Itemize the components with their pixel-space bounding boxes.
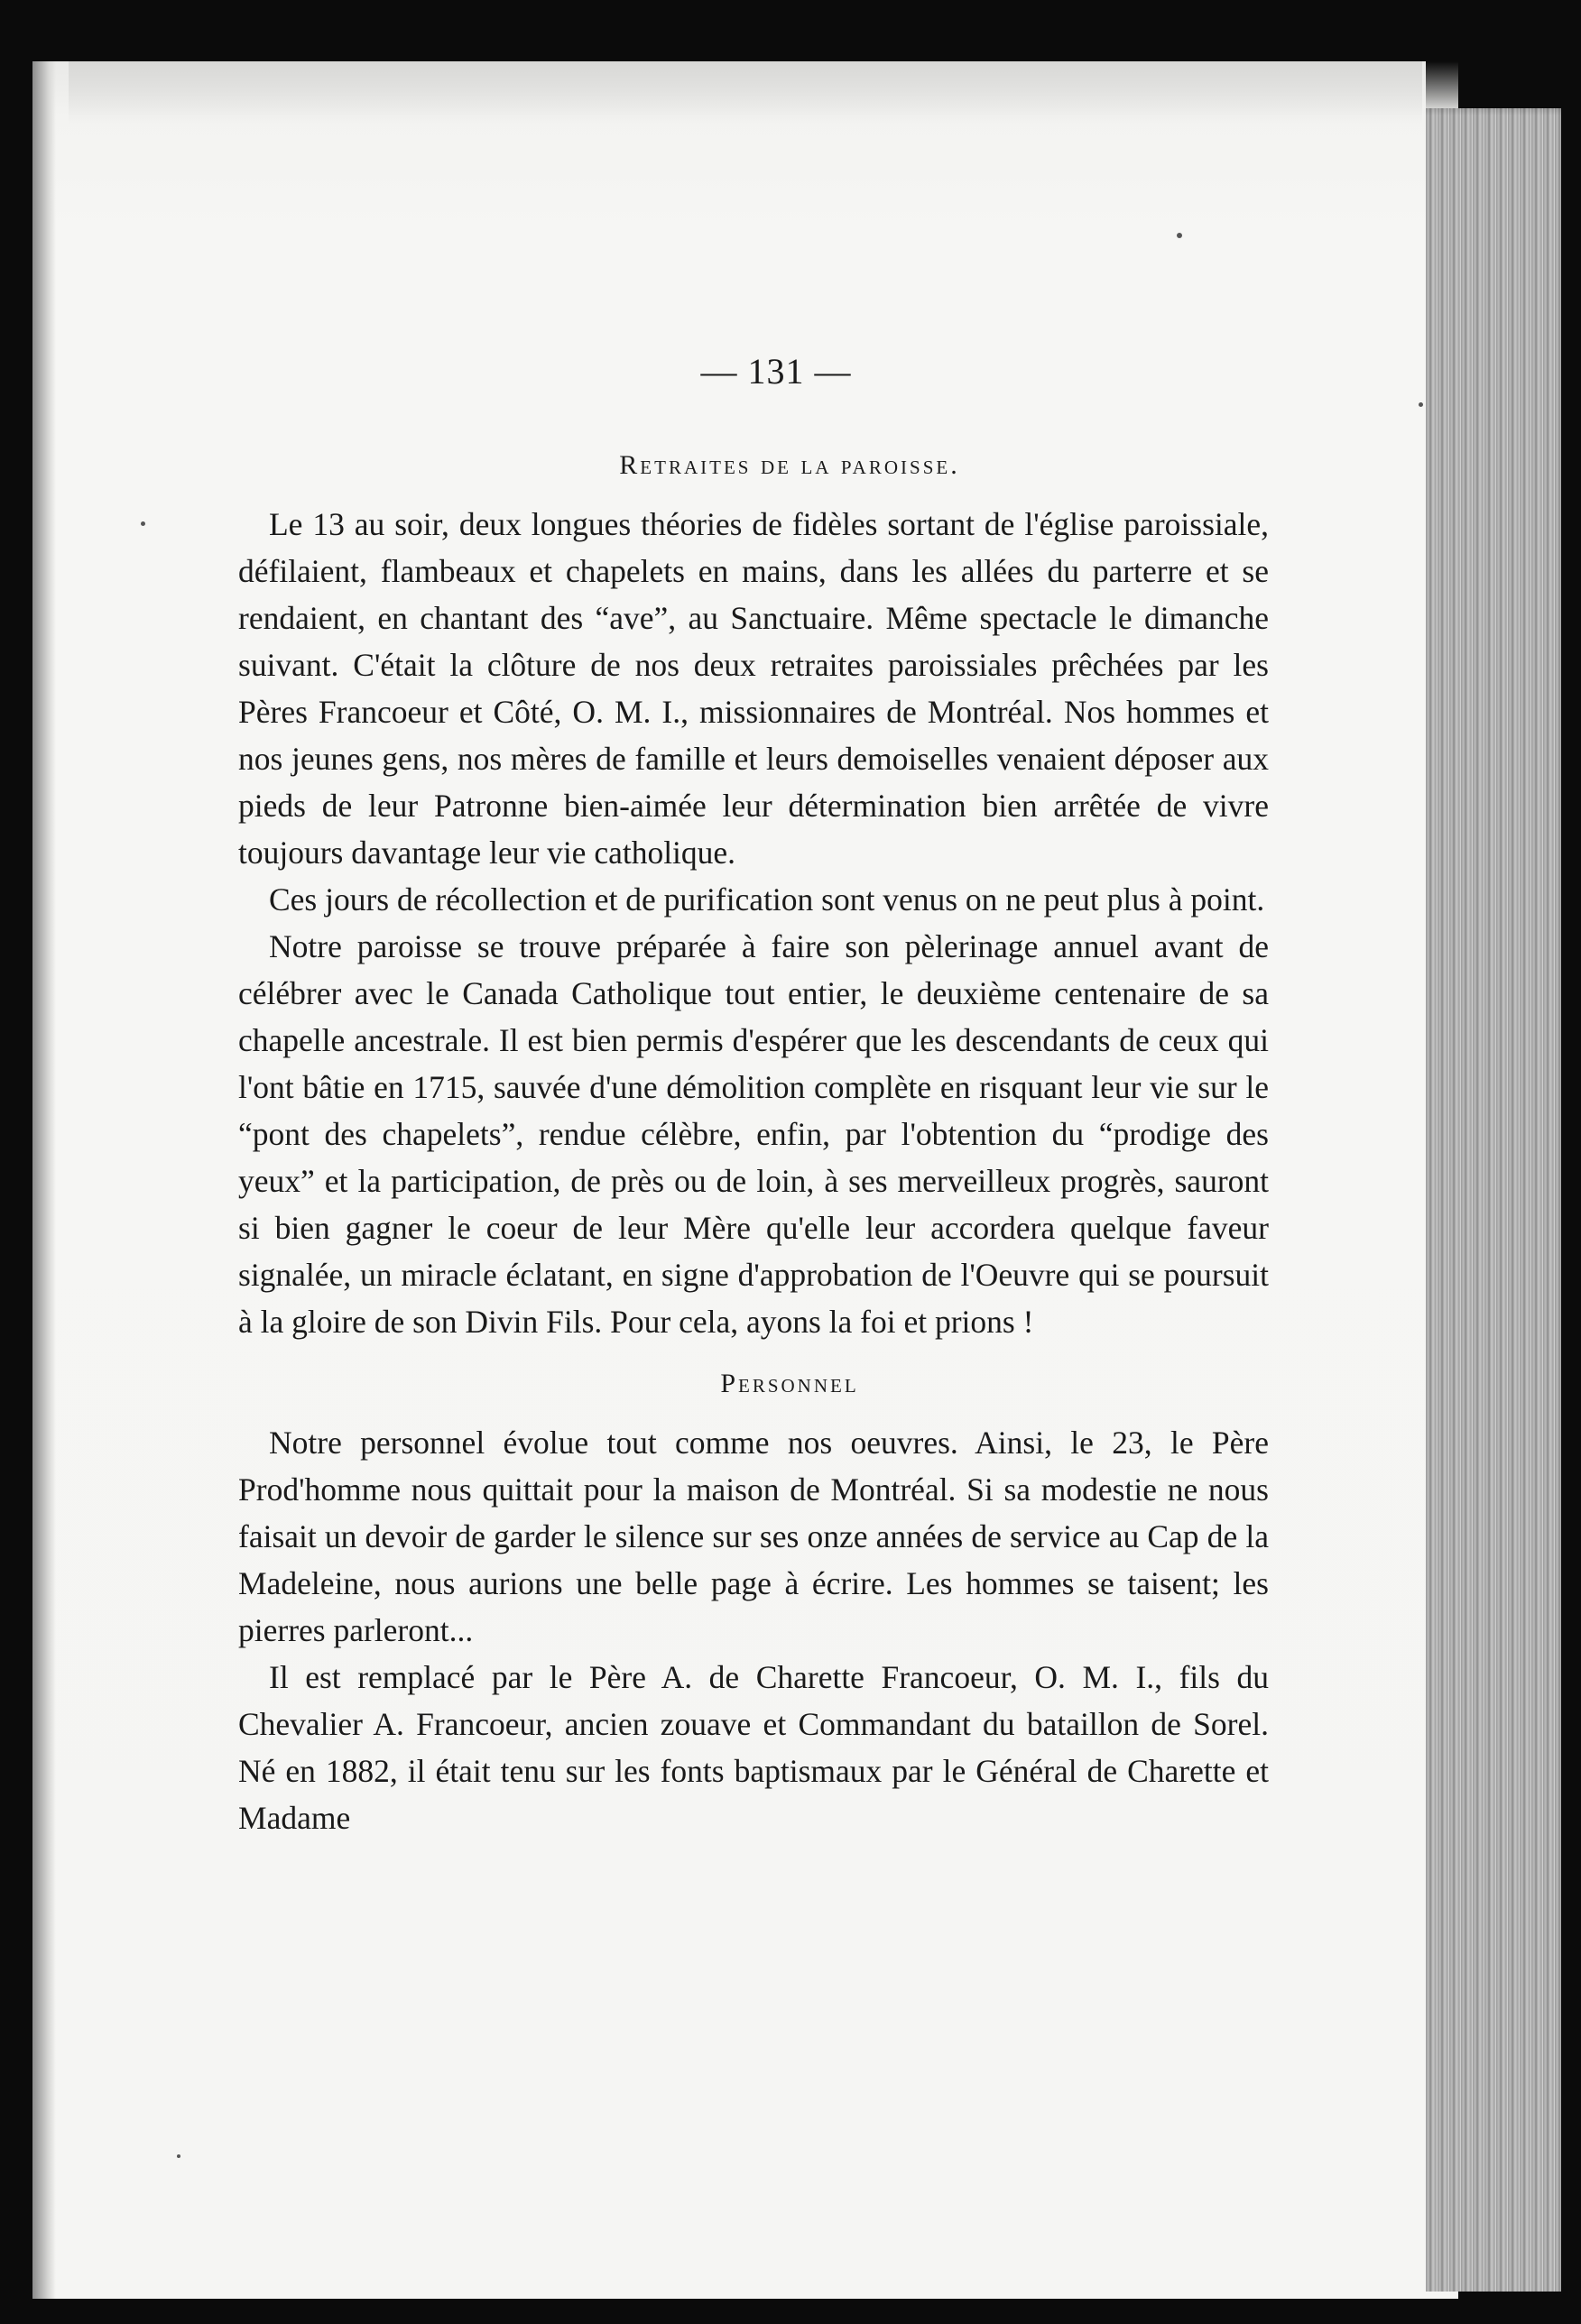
paragraph: Ces jours de récollection et de purification sont venus on ne peut plus à point. bbox=[269, 881, 1265, 918]
book-page bbox=[32, 61, 1458, 2299]
page-number: — 131 — bbox=[700, 351, 852, 392]
dust-speck bbox=[177, 2154, 180, 2158]
gutter-shadow bbox=[32, 61, 56, 2299]
book-page-edges bbox=[1426, 108, 1561, 2292]
paragraph: Notre paroisse se trouve préparée à faire son pèlerinage annuel avant de célébrer avec le Canada Catholique tout entier, le deuxième centenaire de sa chapelle ancestrale. Il est bien permis d'espérer que les descendants de ceux qui l'ont bâtie en 1715, sauvée d'une démolition complète en risquant leur vie sur le “pont des chapelets”, rendue célèbre, enfin, par l'obtention du “prodige des yeux” et la participation, de près ou de loin, à ses merveilleux progrès, sauront si bien gagner le coeur de leur Mère qu'elle leur accordera quelque faveur signalée, un miracle éclatant, en signe d'approbation de l'Oeuvre qui se poursuit à la gloire de son Divin Fils. Pour cela, ayons la foi et prions ! bbox=[238, 928, 1269, 1340]
page-edges-shadow bbox=[1426, 61, 1561, 115]
paragraph: Il est remplacé par le Père A. de Charette Francoeur, O. M. I., fils du Chevalier A. Francoeur, ancien zouave et Commandant du bataillon de Sorel. Né en 1882, il était tenu sur les fonts baptismaux par le Général de Charette et Madame bbox=[238, 1659, 1269, 1836]
paragraph: Notre personnel évolue tout comme nos oeuvres. Ainsi, le 23, le Père Prod'homme nous quittait pour la maison de Montréal. Si sa modestie ne nous faisait un devoir de garder le silence sur ses onze années de service au Cap de la Madeleine, nous aurions une belle page à écrire. Les hommes se taisent; les pierres parleront... bbox=[238, 1425, 1269, 1648]
dust-speck bbox=[1177, 233, 1182, 238]
section-title-retraites: Retraites de la paroisse. bbox=[619, 450, 960, 480]
section-title-personnel: Personnel bbox=[720, 1369, 859, 1398]
dust-speck bbox=[141, 521, 145, 526]
paragraph: Le 13 au soir, deux longues théories de fidèles sortant de l'église paroissiale, défilaient, flambeaux et chapelets en mains, dans les allées du parterre et se rendaient, en chantant des “ave”, au Sanctuaire. Même spectacle le dimanche suivant. C'était la clôture de nos deux retraites paroissiales prêchées par les Pères Francoeur et Côté, O. M. I., missionnaires de Montréal. Nos hommes et nos jeunes gens, nos mères de famille et leurs demoiselles venaient déposer aux pieds de leur Patronne bien-aimée leur détermination bien arrêtée de vivre toujours davantage leur vie catholique. bbox=[238, 506, 1269, 871]
dust-speck bbox=[1419, 402, 1423, 407]
page-text bbox=[238, 350, 1269, 1841]
top-bleed-through bbox=[69, 61, 1422, 124]
